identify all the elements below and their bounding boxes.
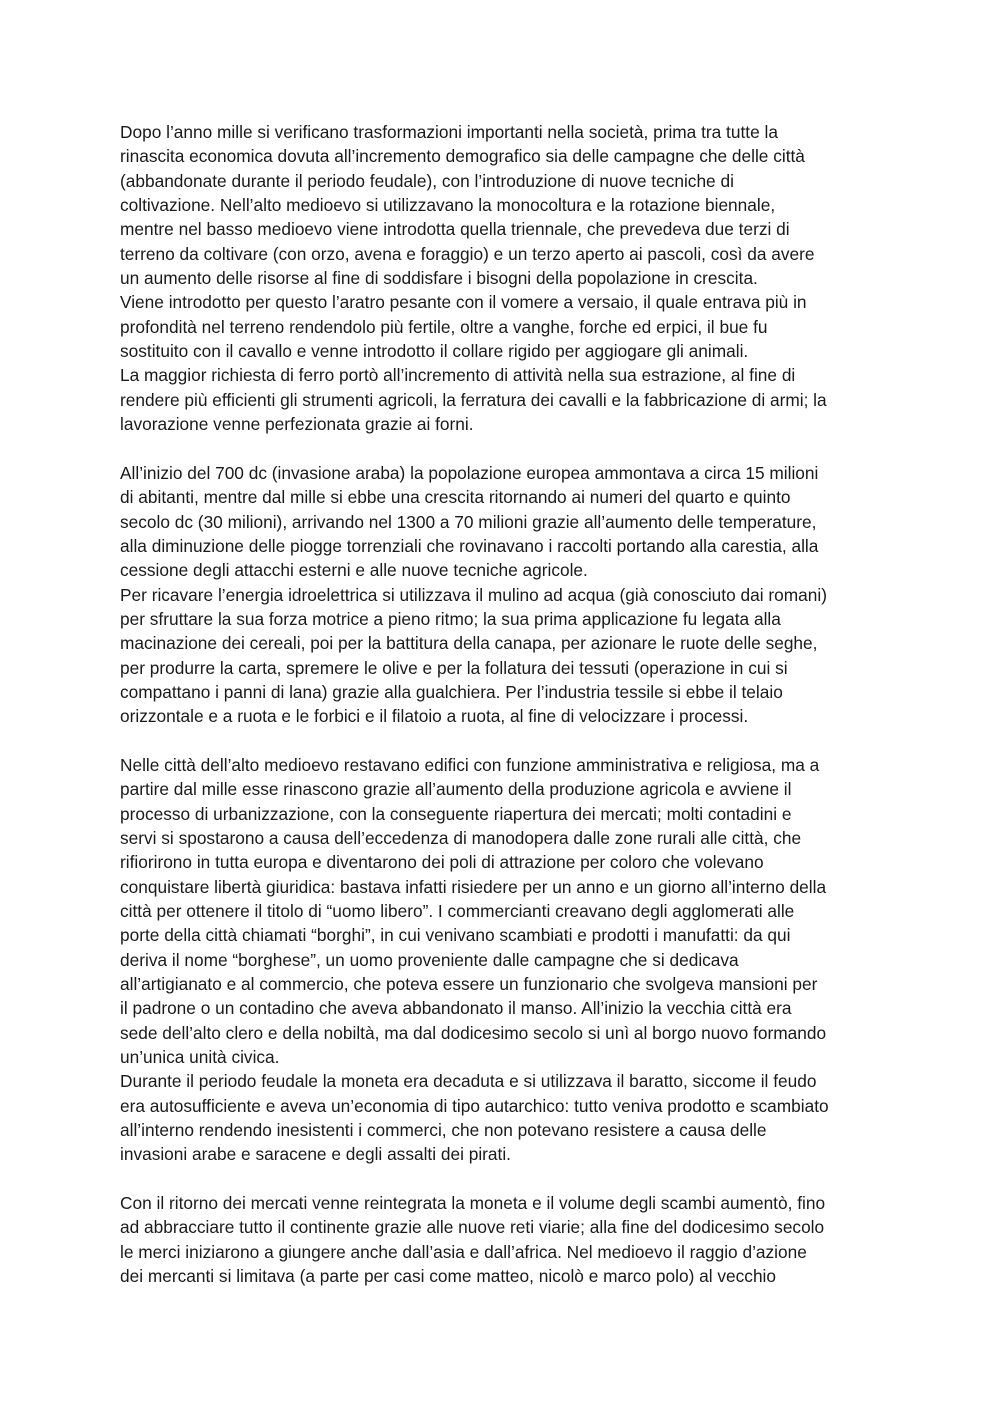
text-line: rinascita economica dovuta all’incremento demografico sia delle campagne che delle città bbox=[120, 146, 805, 167]
text-line: Per ricavare l’energia idroelettrica si utilizzava il mulino ad acqua (già conosciuto dai romani) bbox=[120, 584, 827, 605]
text-line: lavorazione venne perfezionata grazie ai forni. bbox=[120, 414, 474, 435]
paragraph bbox=[120, 1191, 890, 1288]
text-line: città per ottenere il titolo di “uomo libero”. I commercianti creavano degli agglomerati alle bbox=[120, 901, 795, 921]
text-line: invasioni arabe e saracene e degli assalti dei pirati. bbox=[120, 1144, 511, 1165]
text-line: rendere più efficienti gli strumenti agricoli, la ferratura dei cavalli e la fabbricazione di armi; la bbox=[120, 389, 827, 410]
paragraph-gap bbox=[120, 1167, 890, 1191]
text-line: per produrre la carta, spremere le olive e per la follatura dei tessuti (operazione in cui si bbox=[120, 657, 788, 678]
text-line: All’inizio del 700 dc (invasione araba) la popolazione europea ammontava a circa 15 milioni bbox=[120, 462, 819, 483]
text-line: mentre nel basso medioevo viene introdotta quella triennale, che prevedeva due terzi di bbox=[120, 219, 790, 240]
text-line: La maggior richiesta di ferro portò all’incremento di attività nella sua estrazione, al fine di bbox=[120, 365, 796, 386]
text-line: Durante il periodo feudale la moneta era decaduta e si utilizzava il baratto, siccome il feudo bbox=[120, 1071, 817, 1092]
text-line: deriva il nome “borghese”, un uomo proveniente dalle campagne che si dedicava bbox=[120, 949, 739, 970]
text-line: coltivazione. Nell’alto medioevo si utilizzavano la monocoltura e la rotazione biennale, bbox=[120, 195, 776, 216]
text-line: terreno da coltivare (con orzo, avena e foraggio) e un terzo aperto ai pascoli, così da avere bbox=[120, 243, 815, 264]
text-line: sede dell’alto clero e della nobiltà, ma dal dodicesimo secolo si unì al borgo nuovo formando bbox=[120, 1022, 827, 1043]
text-line: porte della città chiamati “borghi”, in cui venivano scambiati e prodotti i manufatti: da qui bbox=[120, 925, 791, 946]
text-line: Viene introdotto per questo l’aratro pesante con il vomere a versaio, il quale entrava più in bbox=[120, 292, 807, 313]
text-line: di abitanti, mentre dal mille si ebbe una crescita ritornando ai numeri del quarto e quinto bbox=[120, 487, 791, 508]
text-line: all’interno rendendo inesistenti i commerci, che non potevano resistere a causa delle bbox=[120, 1120, 767, 1141]
text-line: un aumento delle risorse al fine di soddisfare i bisogni della popolazione in crescita. bbox=[120, 268, 758, 289]
text-line: (abbandonate durante il periodo feudale), con l’introduzione di nuove tecniche di bbox=[120, 170, 734, 191]
text-line: macinazione dei cereali, poi per la battitura della canapa, per azionare le ruote delle seghe, bbox=[120, 633, 818, 654]
text-line: compattano i panni di lana) grazie alla gualchiera. Per l’industria tessile si ebbe il telaio bbox=[120, 681, 783, 702]
text-line: partire dal mille esse rinascono grazie all’aumento della produzione agricola e avviene il bbox=[120, 779, 792, 800]
text-line: Dopo l’anno mille si verificano trasformazioni importanti nella società, prima tra tutte la bbox=[120, 122, 778, 142]
text-line: Nelle città dell’alto medioevo restavano edifici con funzione amministrativa e religiosa, ma a bbox=[120, 754, 820, 775]
text-line: ad abbracciare tutto il continente grazie alle nuove reti viarie; alla fine del dodicesimo secolo bbox=[120, 1217, 825, 1238]
text-line: servi si spostarono a causa dell’eccedenza di manodopera dalle zone rurali alle città, che bbox=[120, 827, 802, 848]
paragraph-gap bbox=[120, 729, 890, 753]
text-line: le merci iniziarono a giungere anche dall’asia e dall’africa. Nel medioevo il raggio d’azione bbox=[120, 1241, 807, 1262]
text-line: era autosufficiente e aveva un’economia di tipo autarchico: tutto veniva prodotto e scambiato bbox=[120, 1095, 829, 1116]
text-line: sostituito con il cavallo e venne introdotto il collare rigido per aggiogare gli animali. bbox=[120, 341, 749, 362]
text-line: per sfruttare la sua forza motrice a pieno ritmo; la sua prima applicazione fu legata alla bbox=[120, 608, 781, 629]
text-line: all’artigianato e al commercio, che poteva essere un funzionario che svolgeva mansioni per bbox=[120, 974, 818, 995]
text-line: profondità nel terreno rendendolo più fertile, oltre a vanghe, forche ed erpici, il bue fu bbox=[120, 316, 768, 337]
paragraph-gap bbox=[120, 436, 890, 460]
paragraph bbox=[120, 120, 890, 436]
paragraph bbox=[120, 753, 890, 1167]
text-line: alla diminuzione delle piogge torrenziali che rovinavano i raccolti portando alla carestia, alla bbox=[120, 535, 819, 556]
text-line: un’unica unità civica. bbox=[120, 1047, 280, 1068]
text-line: orizzontale e a ruota e le forbici e il filatoio a ruota, al fine di velocizzare i processi. bbox=[120, 706, 749, 727]
text-line: cessione degli attacchi esterni e alle nuove tecniche agricole. bbox=[120, 560, 588, 581]
text-line: secolo dc (30 milioni), arrivando nel 1300 a 70 milioni grazie all’aumento delle temperature, bbox=[120, 511, 817, 532]
body-text bbox=[120, 120, 890, 1289]
text-line: conquistare libertà giuridica: bastava infatti risiedere per un anno e un giorno all’interno della bbox=[120, 876, 827, 897]
text-line: Con il ritorno dei mercati venne reintegrata la moneta e il volume degli scambi aumentò, fino bbox=[120, 1193, 826, 1214]
text-line: processo di urbanizzazione, con la conseguente riapertura dei mercati; molti contadini e bbox=[120, 803, 792, 824]
text-line: rifiorirono in tutta europa e diventarono dei poli di attrazione per coloro che volevano bbox=[120, 852, 764, 873]
text-line: dei mercanti si limitava (a parte per casi come matteo, nicolò e marco polo) al vecchio bbox=[120, 1266, 777, 1287]
text-line: il padrone o un contadino che aveva abbandonato il manso. All’inizio la vecchia città era bbox=[120, 998, 792, 1019]
paragraph bbox=[120, 461, 890, 729]
